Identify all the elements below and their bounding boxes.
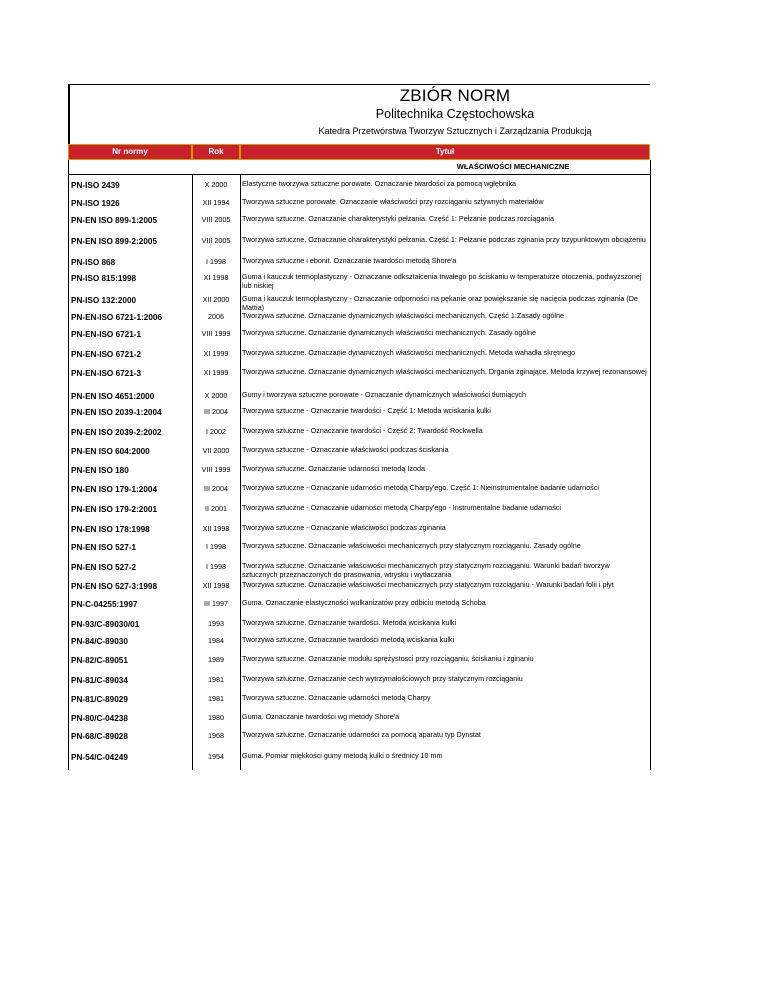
- standard-year: 1993: [208, 619, 224, 628]
- standard-year: III 1997: [204, 599, 228, 608]
- standard-title: Guma. Oznaczanie twardości wg metody Shore'a: [242, 712, 400, 721]
- standard-title: Tworzywa sztuczne. Oznaczanie właściwości mechanicznych przy statycznym rozciąganiu - Warunki badań folii i płyt: [242, 580, 614, 589]
- standard-number: PN-ISO 815:1998: [71, 274, 137, 283]
- standard-year: VIII 1999: [201, 329, 231, 338]
- standard-number: PN-93/C-89030/01: [71, 620, 140, 629]
- standard-number: PN-EN ISO 604:2000: [71, 447, 150, 456]
- standard-title: Tworzywa sztuczne - Oznaczanie właściwości podczas zginania: [242, 523, 446, 532]
- standard-number: PN-81/C-89029: [71, 695, 128, 704]
- standard-year: XII 1998: [202, 581, 230, 590]
- standard-number: PN-EN-ISO 6721-3: [71, 369, 142, 378]
- standard-number: PN-EN ISO 527-1: [71, 543, 137, 552]
- standard-year: 1954: [208, 752, 224, 761]
- section-title: WŁAŚCIWOŚCI MECHANICZNE: [456, 162, 570, 171]
- table-border-right: [650, 160, 651, 770]
- standard-year: II 2001: [205, 504, 227, 513]
- standard-year: I 1998: [206, 562, 226, 571]
- standard-year: VII 2000: [202, 446, 230, 455]
- standard-number: PN-EN ISO 899-2:2005: [71, 237, 158, 246]
- standard-title: Guma i kauczuk termoplastyczny - Oznaczanie odporności na pękanie oraz powiększanie się nacięcia podczas zginania (De Mattia): [242, 294, 638, 312]
- standard-year: XI 1999: [203, 368, 229, 377]
- standard-number: PN-EN ISO 179-2:2001: [71, 505, 158, 514]
- standard-year: 1989: [208, 655, 224, 664]
- standard-number: PN-EN-ISO 6721-1: [71, 330, 142, 339]
- standard-number: PN-EN-ISO 6721-2: [71, 350, 142, 359]
- standard-title: Gumy i tworzywa sztuczne porowate - Oznaczanie dynamicznych właściwości tłumiących: [242, 390, 527, 399]
- standard-number: PN-EN-ISO 6721-1:2006: [71, 313, 163, 322]
- standard-number: PN-80/C-04238: [71, 714, 128, 723]
- standard-title: Tworzywa sztuczne. Oznaczanie właściwości mechanicznych przy statycznym rozciąganiu. Warunki badań tworzyw sztucznych przeznaczonych do prasowania, wtrysku i wytłaczania: [242, 561, 610, 579]
- header-left-border: [68, 84, 70, 148]
- standard-number: PN-ISO 2439: [71, 181, 120, 190]
- standard-title: Tworzywa sztuczne. Oznaczanie dynamicznych właściwości mechanicznych. Drgania zginające. Metoda krzywej rezonansowej: [242, 367, 647, 376]
- standard-number: PN-68/C-89028: [71, 732, 128, 741]
- standard-title: Tworzywa sztuczne - Oznaczanie udarności metodą Charpy'ego. Część 1: Nieinstrumentalne badanie udarności: [242, 483, 599, 492]
- standard-number: PN-54/C-04249: [71, 753, 128, 762]
- standard-number: PN-EN ISO 2039-2:2002: [71, 428, 162, 437]
- standard-title: Tworzywa sztuczne. Oznaczanie dynamicznych właściwości mechanicznych. Metoda wahadła skrętnego: [242, 348, 576, 357]
- standard-year: 1980: [208, 713, 224, 722]
- standard-year: VIII 1999: [201, 465, 231, 474]
- standard-title: Tworzywa sztuczne. Oznaczanie modułu sprężystosci przy rozciąganiu, ściskaniu i zginaniu: [242, 654, 534, 663]
- table-border-left: [68, 160, 69, 770]
- standard-year: I 1998: [206, 542, 226, 551]
- standard-year: 1981: [208, 675, 224, 684]
- standard-title: Tworzywa sztuczne. Oznaczanie udarności za pomocą aparatu typ Dynstat: [242, 730, 481, 739]
- standard-year: I 2002: [206, 427, 226, 436]
- standard-number: PN-EN ISO 527-2: [71, 563, 137, 572]
- column-header-year: Rok: [192, 144, 240, 160]
- standard-number: PN-EN ISO 527-3:1998: [71, 582, 158, 591]
- standard-year: XII 1998: [202, 524, 230, 533]
- standard-title: Tworzywa sztuczne. Oznaczanie udarności metodą Charpy: [242, 693, 431, 702]
- header-top-border: [68, 84, 650, 85]
- standard-number: PN-EN ISO 179-1:2004: [71, 485, 158, 494]
- standard-number: PN-ISO 1926: [71, 199, 120, 208]
- standard-year: 1984: [208, 636, 224, 645]
- document-title: ZBIÓR NORM: [399, 86, 511, 105]
- standard-number: PN-EN ISO 4651:2000: [71, 392, 155, 401]
- standard-title: Tworzywa sztuczne. Oznaczanie charakterystyki pełzania. Część 1: Pełzanie podczas rozciągania: [242, 214, 555, 223]
- standard-year: XI 1999: [203, 349, 229, 358]
- standard-title: Tworzywa sztuczne. Oznaczanie cech wytrzymałościowych przy statycznym rozciąganiu: [242, 674, 523, 683]
- standard-number: PN-EN ISO 2039-1:2004: [71, 408, 162, 417]
- column-header-title: Tytuł: [240, 144, 650, 160]
- standard-year: III 2004: [204, 484, 228, 493]
- standard-title: Tworzywa sztuczne porowate. Oznaczanie właściwości przy rozciąganiu sztywnych materiałów: [242, 197, 544, 206]
- standard-title: Guma. Oznaczanie elastyczności wulkanizatów przy odbiciu metodą Schoba: [242, 598, 486, 607]
- standard-title: Tworzywa sztuczne i ebonit. Oznaczanie twardości metodą Shore'a: [242, 256, 457, 265]
- standard-year: XII 1994: [202, 198, 230, 207]
- department-name: Katedra Przetwórstwa Tworzyw Sztucznych i Zarządzania Produkcją: [318, 126, 592, 136]
- standard-title: Tworzywa sztuczne. Oznaczanie charakterystyki pełzania. Część 1: Pełzanie podczas zginania przy trzypunktowym obciążeniu: [242, 235, 646, 244]
- standard-title: Tworzywa sztuczne. Oznaczanie dynamicznych właściwości mechanicznych. Część 1:Zasady ogólne: [242, 311, 564, 320]
- standard-title: Tworzywa sztuczne. Oznaczanie twardości. Metoda wciskania kulki: [242, 618, 457, 627]
- standard-title: Tworzywa sztuczne - Oznaczanie twardości - Część 2: Twardość Rockwella: [242, 426, 483, 435]
- standard-year: X 2000: [204, 391, 228, 400]
- standard-year: XII 2000: [202, 295, 230, 304]
- standard-title: Tworzywa sztuczne - Oznaczanie udarności metodą Charpy'ego - Instrumentalne badanie udarności: [242, 503, 561, 512]
- standard-number: PN-ISO 868: [71, 258, 116, 267]
- standard-number: PN-EN ISO 899-1:2005: [71, 216, 158, 225]
- standard-title: Guma. Pomiar miękkości gumy metodą kulki o średnicy 10 mm: [242, 751, 443, 760]
- standard-year: 1968: [208, 731, 224, 740]
- standard-year: III 2004: [204, 407, 228, 416]
- standard-year: XI 1998: [203, 273, 229, 282]
- standard-title: Tworzywa sztuczne. Oznaczanie udarności metodą Izoda: [242, 464, 425, 473]
- column-divider-2: [240, 174, 241, 770]
- standard-year: X 2000: [204, 180, 228, 189]
- standard-number: PN-ISO 132:2000: [71, 296, 137, 305]
- section-header-row: [68, 160, 650, 175]
- standard-number: PN-82/C-89051: [71, 656, 128, 665]
- standard-number: PN-C-04255:1997: [71, 600, 138, 609]
- standard-year: 2006: [208, 312, 224, 321]
- standard-year: VIII 2005: [201, 236, 231, 245]
- standard-title: Elastyczne tworzywa sztuczne porowate. Oznaczanie twardości za pomocą wgłębnika: [242, 179, 517, 188]
- standard-title: Tworzywa sztuczne. Oznaczanie twardości metodą wciskania kulki: [242, 635, 455, 644]
- standard-title: Tworzywa sztuczne - Oznaczanie właściwości podczas ściskania: [242, 445, 449, 454]
- standard-number: PN-81/C-89034: [71, 676, 128, 685]
- standard-number: PN-EN ISO 178:1998: [71, 525, 150, 534]
- standard-title: Tworzywa sztuczne - Oznaczanie twardości - Część 1: Metoda wciskania kulki: [242, 406, 491, 415]
- standard-title: Guma i kauczuk termoplastyczny - Oznaczanie odkształcenia trwałego po ściskaniu w temperaturze otoczenia, podwyższonej lub niskiej: [242, 272, 642, 290]
- column-header-number: Nr normy: [68, 144, 192, 160]
- standard-year: I 1998: [206, 257, 226, 266]
- standard-year: VIII 2005: [201, 215, 231, 224]
- standard-title: Tworzywa sztuczne. Oznaczanie właściwości mechanicznych przy statycznym rozciąganiu. Zasady ogólne: [242, 541, 581, 550]
- university-name: Politechnika Częstochowska: [375, 107, 535, 121]
- standard-number: PN-EN ISO 180: [71, 466, 129, 475]
- standard-number: PN-84/C-89030: [71, 637, 128, 646]
- standard-title: Tworzywa sztuczne. Oznaczanie dynamicznych właściwości mechanicznych. Zasady ogólne: [242, 328, 537, 337]
- standard-year: 1981: [208, 694, 224, 703]
